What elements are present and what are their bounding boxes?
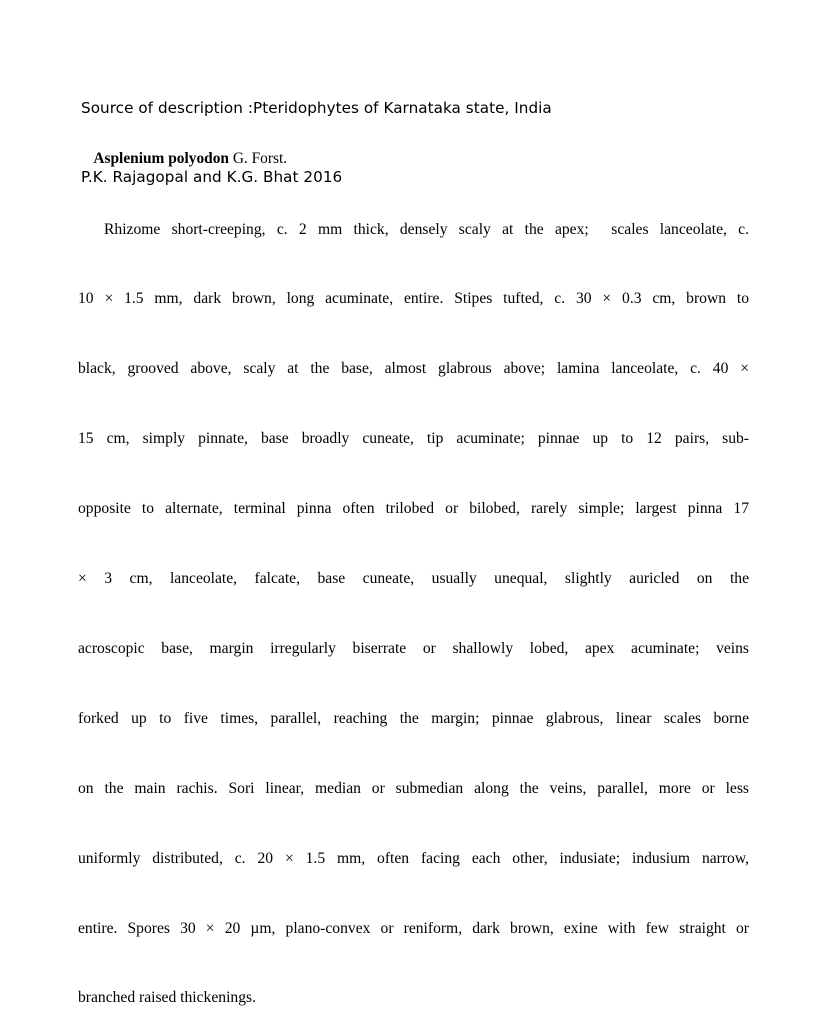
species-authority: G. Forst.: [228, 150, 288, 167]
description-line: on the main rachis. Sori linear, median or submedian along the veins, parallel, more or less: [78, 779, 749, 797]
description-line: × 3 cm, lanceolate, falcate, base cuneate, usually unequal, slightly auricled on the: [78, 570, 749, 588]
description-line: black, grooved above, scaly at the base, almost glabrous above; lamina lanceolate, c. 40 ×: [78, 360, 749, 378]
description-line-text: Rhizome short-creeping, c. 2 mm thick, densely scaly at the apex; scales lanceolate, c.: [104, 220, 749, 238]
species-description-paragraph: [78, 171, 749, 1028]
source-header-line-1: Source of description :Pteridophytes of Karnataka state, India: [81, 99, 552, 117]
description-line: 15 cm, simply pinnate, base broadly cuneate, tip acuminate; pinnae up to 12 pairs, sub-: [78, 430, 749, 448]
source-header-line-2: P.K. Rajagopal and K.G. Bhat 2016: [81, 168, 343, 186]
description-line: entire. Spores 30 × 20 µm, plano-convex or reniform, dark brown, exine with few straight or: [78, 919, 749, 937]
description-line: 10 × 1.5 mm, dark brown, long acuminate, entire. Stipes tufted, c. 30 × 0.3 cm, brown to: [78, 290, 749, 308]
description-line: acroscopic base, margin irregularly biserrate or shallowly lobed, apex acuminate; veins: [78, 639, 749, 657]
description-line: [78, 218, 749, 241]
description-line: uniformly distributed, c. 20 × 1.5 mm, often facing each other, indusiate; indusium narrow,: [78, 849, 749, 867]
description-line: opposite to alternate, terminal pinna often trilobed or bilobed, rarely simple; largest pinna 17: [78, 500, 749, 518]
description-line: forked up to five times, parallel, reaching the margin; pinnae glabrous, linear scales borne: [78, 709, 749, 727]
description-line: branched raised thickenings.: [78, 989, 256, 1007]
scientific-name: Asplenium polyodon: [93, 150, 229, 167]
